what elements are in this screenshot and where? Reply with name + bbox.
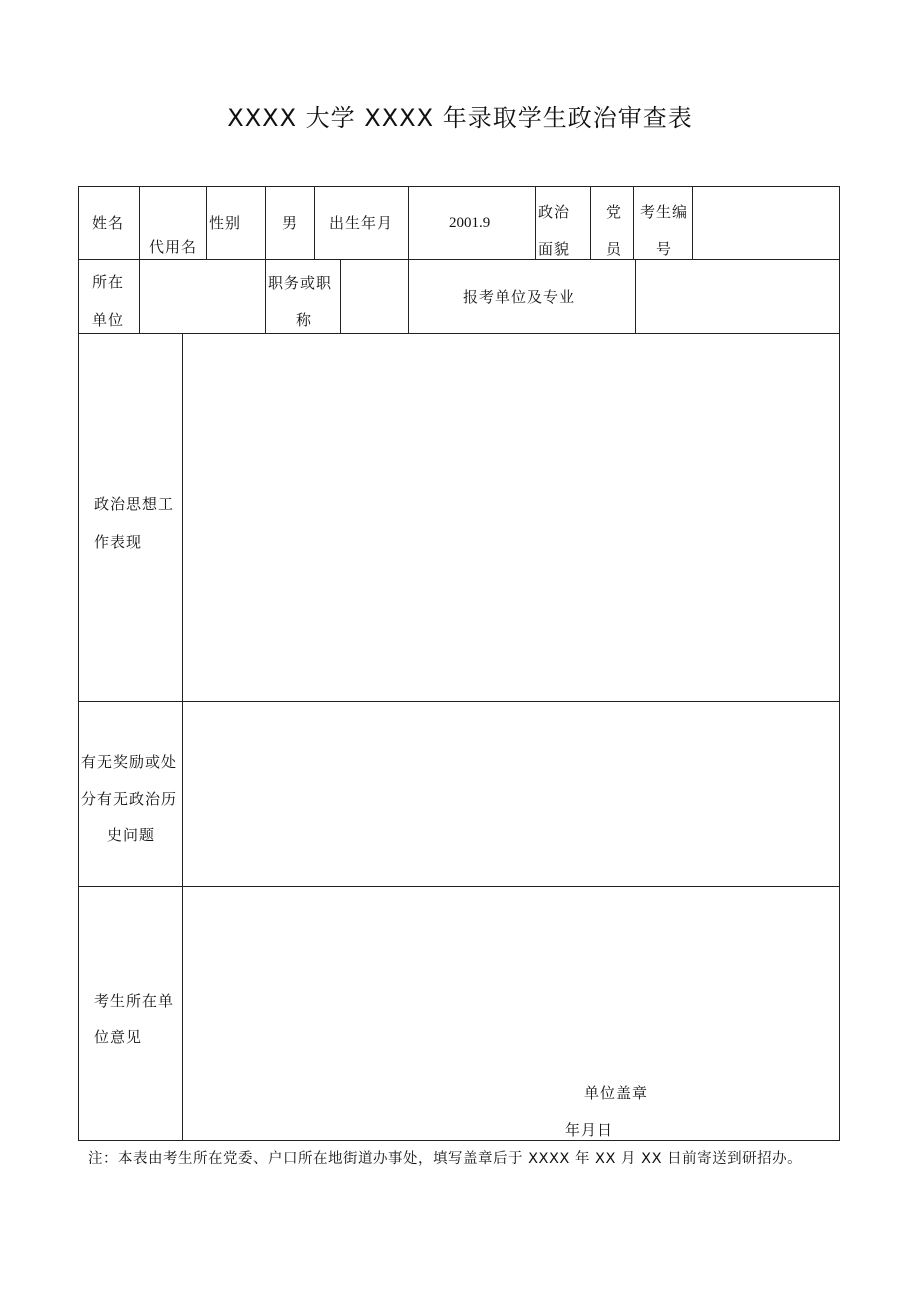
unit-seal-label: 单位盖章	[584, 1084, 649, 1102]
unit-opinion-label: 考生所在单	[94, 992, 175, 1010]
section-label-divider	[182, 333, 183, 1141]
apply-unit-label: 报考单位及专业	[463, 288, 576, 306]
political-status-value: 员	[606, 240, 622, 258]
unit-label: 所在	[92, 273, 125, 291]
exam-number-label: 考生编	[640, 203, 689, 221]
cell-divider	[535, 186, 536, 260]
name-label: 姓名	[92, 214, 125, 232]
unit-label: 单位	[92, 311, 125, 329]
political-status-value: 党	[606, 203, 622, 221]
footnote: 注：本表由考生所在党委、户口所在地街道办事处，填写盖章后于 XXXX 年 XX 月 XX 日前寄送到研招办。	[88, 1151, 803, 1167]
table-border-right	[839, 186, 840, 1141]
alias-label: 代用名	[149, 238, 198, 256]
cell-divider	[206, 186, 207, 260]
job-title-label: 称	[296, 311, 312, 329]
table-border-top	[78, 186, 840, 187]
table-border-bottom	[78, 1140, 840, 1141]
cell-divider	[340, 259, 341, 334]
awards-history-label: 有无奖励或处	[81, 753, 178, 771]
exam-number-label: 号	[656, 240, 672, 258]
row-divider	[78, 333, 840, 334]
cell-divider	[265, 186, 266, 260]
date-label: 年月日	[565, 1121, 614, 1139]
row-divider	[78, 886, 840, 887]
page-title: XXXX 大学 XXXX 年录取学生政治审查表	[227, 104, 693, 132]
political-status-label: 面貌	[538, 240, 571, 258]
unit-opinion-label: 位意见	[94, 1028, 143, 1046]
gender-label: 性别	[209, 214, 242, 232]
political-performance-label: 作表现	[94, 533, 143, 551]
cell-divider	[314, 186, 315, 260]
cell-divider	[408, 186, 409, 260]
table-border-left	[78, 186, 79, 1141]
political-status-label: 政治	[538, 203, 571, 221]
birth-label: 出生年月	[329, 214, 394, 232]
row-divider	[78, 259, 840, 260]
cell-divider	[139, 186, 140, 260]
gender-value: 男	[282, 214, 298, 232]
job-title-label: 职务或职	[268, 274, 333, 292]
cell-divider	[265, 259, 266, 334]
birth-value: 2001.9	[449, 215, 491, 231]
awards-history-label: 分有无政治历	[81, 790, 178, 808]
row-divider	[78, 701, 840, 702]
political-performance-label: 政治思想工	[94, 495, 175, 513]
cell-divider	[635, 259, 636, 334]
cell-divider	[692, 186, 693, 260]
cell-divider	[590, 186, 591, 260]
cell-divider	[139, 259, 140, 334]
awards-history-label: 史问题	[107, 826, 156, 844]
cell-divider	[408, 259, 409, 334]
cell-divider	[633, 186, 634, 260]
